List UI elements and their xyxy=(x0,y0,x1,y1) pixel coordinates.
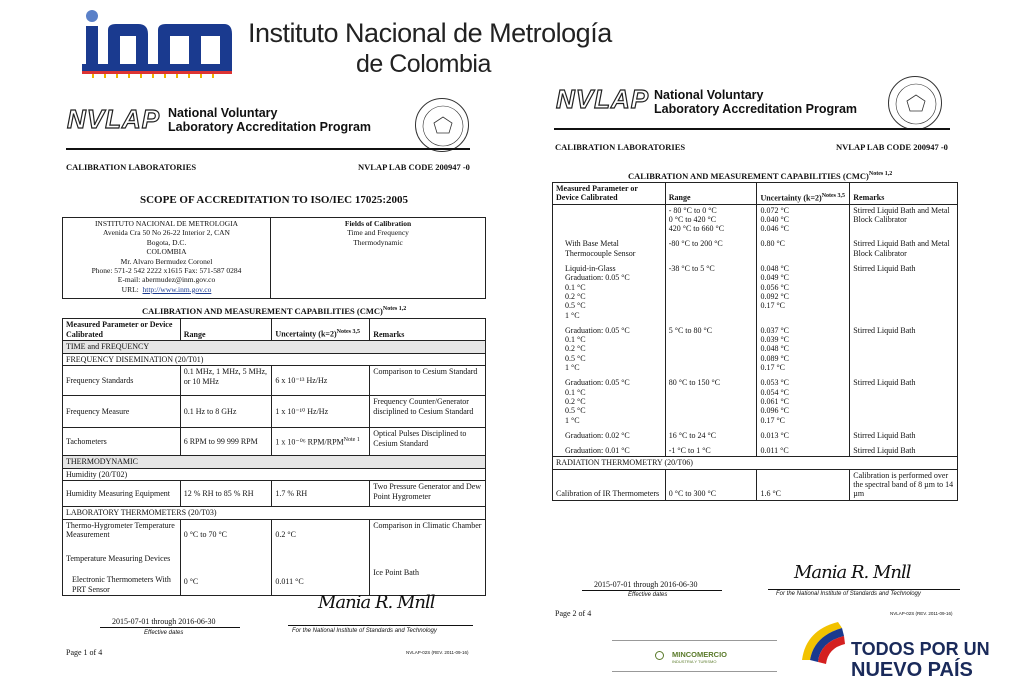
table-cell: Stirred Liquid Bath xyxy=(850,373,958,425)
table-row: Humidity Measuring Equipment 12 % RH to 85 % RH 1.7 % RH Two Pressure Generator and Dew Point Hygrometer xyxy=(63,481,486,507)
table-row: Thermo-Hygrometer Temperature Measurement Temperature Measuring Devices Electronic Thermometers With PRT Sensor 0 °C to 70 °C 0 °C 0.2 °C 0.011 °C Comparison in Climatic Chamber Ice Point Bath xyxy=(63,519,486,596)
table-cell: Stirred Liquid Bath xyxy=(850,321,958,373)
form-number: NVLAP-02S (REV. 2011-09-16) xyxy=(406,650,469,655)
table-row xyxy=(553,441,958,457)
cmc-table xyxy=(62,318,486,596)
section-row: LABORATORY THERMOMETERS (20/T03) xyxy=(63,507,486,520)
table-cell: Graduation: 0.05 °C 0.1 °C 0.2 °C 0.5 °C 1 °C xyxy=(553,373,666,425)
table-row xyxy=(553,259,958,321)
footer-rule xyxy=(612,640,777,641)
nvlap-program-name: National Voluntary Laboratory Accreditation Program xyxy=(654,88,858,116)
table-cell: Stirred Liquid Bath xyxy=(850,426,958,441)
lab-code: NVLAP LAB CODE 200947 -0 xyxy=(358,162,470,172)
table-row: Tachometers 6 RPM to 99 999 RPM 1 x 10⁻⁰⁶ RPM/$RPM^{Note 1}$ Optical Pulses Disciplined to Cesium Standard xyxy=(63,428,486,456)
table-row: Calibration of IR Thermometers 0 °C to 300 °C 1.6 °C Calibration is performed over the spectral band of 8 µm to 14 µm xyxy=(553,469,958,500)
signature: Mania R. Mnll xyxy=(318,592,435,613)
nvlap-logo: NVLAP xyxy=(556,84,650,114)
signature-line xyxy=(768,589,960,590)
signature-line xyxy=(288,625,473,626)
table-cell: 80 °C to 150 °C xyxy=(665,373,757,425)
table-cell: 5 °C to 80 °C xyxy=(665,321,757,373)
calibration-labs-label: CALIBRATION LABORATORIES xyxy=(66,162,197,172)
table-cell: 0.048 °C 0.049 °C 0.056 °C 0.092 °C 0.17 °C xyxy=(757,259,850,321)
table-cell xyxy=(553,204,666,234)
table-row xyxy=(553,373,958,425)
effective-dates: 2015-07-01 through 2016-06-30 xyxy=(112,617,216,626)
fields-of-calibration: Fields of Calibration Time and Frequency Thermodynamic xyxy=(344,219,412,247)
commerce-seal-icon xyxy=(415,98,469,152)
lab-address: INSTITUTO NACIONAL DE METROLOGIA Avenida Cra 50 No 26-22 Interior 2, CAN Bogota, D.C. COLOMBIA Mr. Alvaro Bermudez Coronel Phone: 571-2 542 2222 x1615 Fax: 571-587 0284 E-mail: abermudez@inm.gov.co URL: http://www.inm.gov.co xyxy=(63,218,271,298)
mincomercio-subtitle: INDUSTRIA Y TURISMO xyxy=(672,659,717,664)
table-cell: 0.80 °C xyxy=(757,234,850,259)
header-rule xyxy=(66,148,470,150)
cmc-table xyxy=(552,182,958,501)
cmc-title: CALIBRATION AND MEASUREMENT CAPABILITIES (CMC)$^{Notes 1,2}$ xyxy=(628,171,893,181)
mincomercio-logo: MINCOMERCIO xyxy=(672,650,727,659)
table-cell: -1 °C to 1 °C xyxy=(665,441,757,457)
table-cell: 0.013 °C xyxy=(757,426,850,441)
table-cell: 0.053 °C 0.054 °C 0.061 °C 0.096 °C 0.17 °C xyxy=(757,373,850,425)
dates-line xyxy=(582,590,722,591)
table-cell: With Base Metal Thermocouple Sensor xyxy=(553,234,666,259)
header-rule xyxy=(554,128,950,130)
effective-dates: 2015-07-01 through 2016-06-30 xyxy=(594,580,698,589)
slogan-line2: NUEVO PAÍS xyxy=(851,659,973,681)
lab-code: NVLAP LAB CODE 200947 -0 xyxy=(836,142,948,152)
table-header-row: Measured Parameter or Device Calibrated Range Uncertainty (k=2)$^{Notes 3,5}$ Remarks xyxy=(553,183,958,205)
page-number: Page 1 of 4 xyxy=(66,648,103,657)
calibration-labs-label: CALIBRATION LABORATORIES xyxy=(555,142,686,152)
lab-url-link[interactable]: http://www.inm.gov.co xyxy=(142,284,212,294)
table-cell: 0.072 °C 0.040 °C 0.046 °C xyxy=(757,204,850,234)
section-row: FREQUENCY DISEMINATION (20/T01) xyxy=(63,353,486,366)
accreditation-page-1 xyxy=(60,92,495,660)
inm-title-line2: de Colombia xyxy=(356,50,491,78)
signature: Mania R. Mnll xyxy=(794,562,911,583)
table-cell: -80 °C to 200 °C xyxy=(665,234,757,259)
colombia-flag-icon xyxy=(798,620,848,683)
table-cell: Liquid-in-Glass Graduation: 0.05 °C 0.1 °C 0.2 °C 0.5 °C 1 °C xyxy=(553,259,666,321)
table-cell: 16 °C to 24 °C xyxy=(665,426,757,441)
table-row xyxy=(553,426,958,441)
cmc-title: CALIBRATION AND MEASUREMENT CAPABILITIES (CMC)$^{Notes 1,2}$ xyxy=(142,306,407,316)
page-number: Page 2 of 4 xyxy=(555,609,592,618)
table-row: Frequency Measure 0.1 Hz to 8 GHz 1 x 10⁻¹⁰ Hz/Hz Frequency Counter/Generator disciplined to Cesium Standard xyxy=(63,396,486,428)
table-cell: - 80 °C to 0 °C 0 °C to 420 °C 420 °C to 660 °C xyxy=(665,204,757,234)
table-cell: Stirred Liquid Bath xyxy=(850,441,958,457)
section-row: THERMODYNAMIC xyxy=(63,456,486,469)
nist-label: For the National Institute of Standards and Technology xyxy=(776,591,921,597)
table-row xyxy=(553,321,958,373)
table-cell: 0.037 °C 0.039 °C 0.048 °C 0.089 °C 0.17 °C xyxy=(757,321,850,373)
effective-label: Effective dates xyxy=(628,592,668,598)
footer-rule xyxy=(612,671,777,672)
table-header-row: Measured Parameter or Device Calibrated Range Uncertainty (k=2)$^{Notes 3,5}$ Remarks xyxy=(63,319,486,341)
section-row: RADIATION THERMOMETRY (20/T06) xyxy=(553,457,958,469)
colombia-shield-icon xyxy=(655,651,664,660)
dates-line xyxy=(100,627,240,628)
nist-label: For the National Institute of Standards and Technology xyxy=(292,628,437,634)
form-number: NVLAP-02S (REV. 2011-09-16) xyxy=(890,611,953,616)
lab-info-box xyxy=(62,217,486,299)
table-cell: 0.011 °C xyxy=(757,441,850,457)
accreditation-page-2 xyxy=(550,72,970,632)
slogan-line1: TODOS POR UN xyxy=(851,639,990,659)
table-cell: Graduation: 0.05 °C 0.1 °C 0.2 °C 0.5 °C 1 °C xyxy=(553,321,666,373)
table-cell: Stirred Liquid Bath and Metal Block Calibrator xyxy=(850,204,958,234)
section-row: TIME and FREQUENCY xyxy=(63,341,486,354)
nvlap-logo: NVLAP xyxy=(67,104,161,134)
table-cell: Stirred Liquid Bath xyxy=(850,259,958,321)
table-cell: -38 °C to 5 °C xyxy=(665,259,757,321)
table-row xyxy=(553,234,958,259)
cmc-rows xyxy=(553,204,958,457)
table-row xyxy=(553,204,958,234)
inm-title: Instituto Nacional de Metrología xyxy=(248,18,612,48)
table-cell: Graduation: 0.02 °C xyxy=(553,426,666,441)
effective-label: Effective dates xyxy=(144,630,184,636)
section-row: Humidity (20/T02) xyxy=(63,468,486,481)
nvlap-program-name: National Voluntary Laboratory Accreditation Program xyxy=(168,106,372,134)
table-row: Frequency Standards 0.1 MHz, 1 MHz, 5 MHz, or 10 MHz 6 x 10⁻¹³ Hz/Hz Comparison to Cesium Standard xyxy=(63,366,486,396)
commerce-seal-icon xyxy=(888,76,942,130)
scope-title: SCOPE OF ACCREDITATION TO ISO/IEC 17025:2005 xyxy=(140,194,409,206)
table-cell: Stirred Liquid Bath and Metal Block Calibrator xyxy=(850,234,958,259)
inm-logo xyxy=(82,8,242,84)
table-cell: Graduation: 0.01 °C xyxy=(553,441,666,457)
